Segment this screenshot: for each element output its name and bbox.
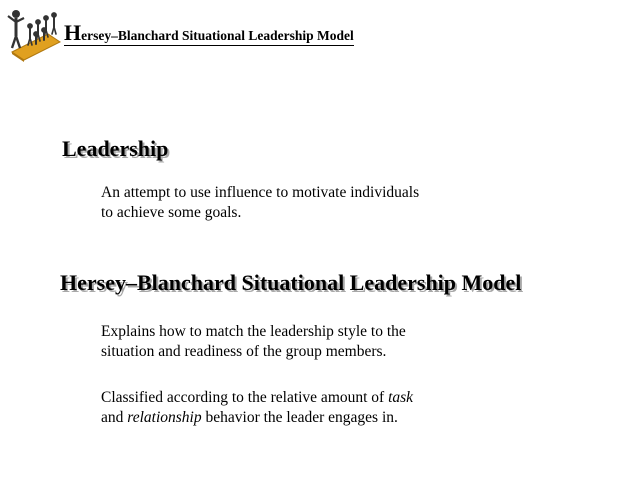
text-span: behavior the leader engages in. xyxy=(201,409,398,426)
section-heading-model: Hersey–Blanchard Situational Leadership Model xyxy=(60,270,522,295)
model-explanation xyxy=(101,322,406,362)
text-span: and xyxy=(101,409,128,426)
header-title-rest: ersey–Blanchard Situational Leadership Model xyxy=(81,28,354,43)
leadership-definition xyxy=(101,183,419,223)
section-heading-leadership: Leadership xyxy=(62,136,169,161)
emphasis-task: task xyxy=(388,389,414,406)
text-line xyxy=(101,408,413,428)
leader-figures-logo-icon xyxy=(4,4,62,62)
header-title xyxy=(64,22,354,46)
text-line: An attempt to use influence to motivate individuals xyxy=(101,184,420,201)
text-line xyxy=(101,388,413,408)
text-line: to achieve some goals. xyxy=(101,204,242,221)
text-line: situation and readiness of the group members. xyxy=(101,343,387,360)
model-classification xyxy=(101,388,413,428)
text-line: Explains how to match the leadership style to the xyxy=(101,323,406,340)
emphasis-relationship: relationship xyxy=(127,409,202,426)
header-title-initial: H xyxy=(64,20,82,45)
text-span: Classified according to the relative amount of xyxy=(101,389,389,406)
